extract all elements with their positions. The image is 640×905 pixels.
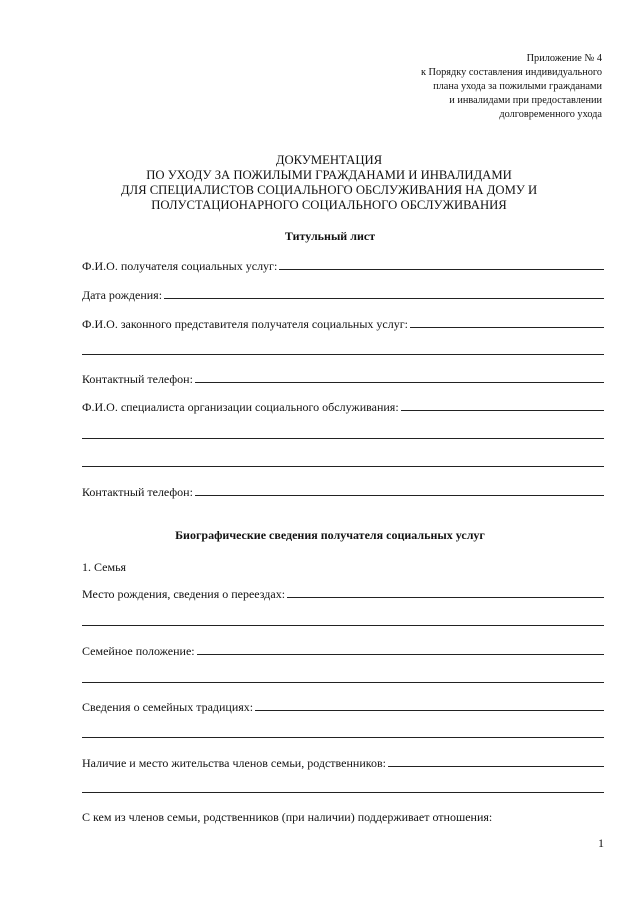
legal-rep-blank-line[interactable] [82,354,604,355]
marital-label: Семейное положение: [82,644,195,658]
page-number: 1 [598,836,604,850]
section-family: 1. Семья [82,560,127,574]
contact-phone2-blank[interactable] [195,484,604,496]
specialist-blank-line[interactable] [82,438,604,439]
specialist-field[interactable] [82,399,604,415]
annex-header [380,52,602,122]
annex-line: к Порядку составления индивидуального [420,67,602,78]
relatives-label: Наличие и место жительства членов семьи, родственников: [82,756,386,770]
contacts-label: С кем из членов семьи, родственников (при наличии) поддерживает отношения: [82,810,493,824]
annex-line: долговременного ухода [499,109,602,120]
marital-field[interactable] [82,643,604,659]
title-line: ПО УХОДУ ЗА ПОЖИЛЫМИ ГРАЖДАНАМИ И ИНВАЛИДАМИ [146,168,512,182]
annex-line: плана ухода за пожилыми гражданами [433,81,602,92]
birthplace-blank-line[interactable] [82,625,604,626]
relatives-blank-line[interactable] [82,792,604,793]
contact-phone-field[interactable] [82,371,604,387]
annex-line: и инвалидами при предоставлении [449,95,602,106]
title-page-heading: Титульный лист [284,229,376,243]
title-line: ПОЛУСТАЦИОНАРНОГО СОЦИАЛЬНОГО ОБСЛУЖИВАНИЯ [151,198,507,212]
recipient-name-label: Ф.И.О. получателя социальных услуг: [82,259,278,273]
contact-phone-label: Контактный телефон: [82,372,193,386]
title-line: ДЛЯ СПЕЦИАЛИСТОВ СОЦИАЛЬНОГО ОБСЛУЖИВАНИЯ НА ДОМУ И [120,183,538,197]
annex-line: Приложение № 4 [526,53,602,64]
traditions-label: Сведения о семейных традициях: [82,700,254,714]
specialist-blank[interactable] [401,399,604,411]
birth-date-label: Дата рождения: [82,288,163,302]
specialist-blank-line[interactable] [82,466,604,467]
birthplace-label: Место рождения, сведения о переездах: [82,587,286,601]
specialist-label: Ф.И.О. специалиста организации социального обслуживания: [82,400,399,414]
contact-phone2-label: Контактный телефон: [82,485,193,499]
relatives-field[interactable] [82,755,604,771]
bio-heading: Биографические сведения получателя социальных услуг [175,528,485,542]
contact-phone2-field[interactable] [82,484,604,500]
recipient-name-blank[interactable] [279,258,604,270]
traditions-blank-line[interactable] [82,737,604,738]
birthplace-field[interactable] [82,586,604,602]
title-line: ДОКУМЕНТАЦИЯ [275,153,383,167]
traditions-blank[interactable] [255,699,604,711]
contact-phone-blank[interactable] [195,371,604,383]
recipient-name-field[interactable] [82,258,604,274]
birth-date-blank[interactable] [164,287,604,299]
relatives-blank[interactable] [388,755,604,767]
legal-rep-field[interactable] [82,316,604,332]
birth-date-field[interactable] [82,287,604,303]
birthplace-blank[interactable] [287,586,604,598]
document-title [60,153,598,213]
marital-blank[interactable] [197,643,604,655]
traditions-field[interactable] [82,699,604,715]
legal-rep-blank[interactable] [410,316,604,328]
legal-rep-label: Ф.И.О. законного представителя получателя социальных услуг: [82,317,408,331]
marital-blank-line[interactable] [82,682,604,683]
